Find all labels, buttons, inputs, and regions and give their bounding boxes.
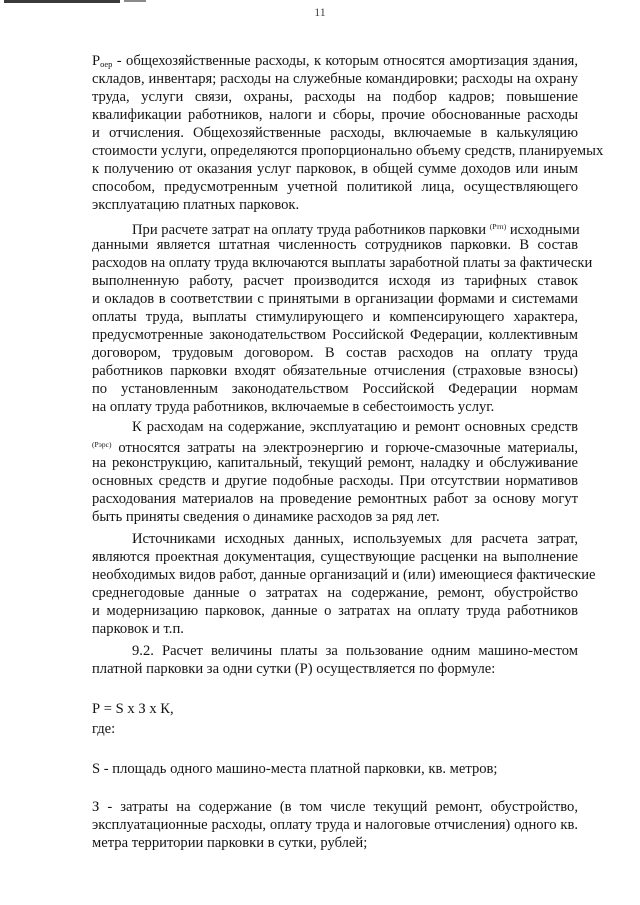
paragraph-line: оплаты труда, выплаты стимулирующего и компенсирующего характера,	[92, 309, 578, 325]
paragraph-line: складов, инвентаря; расходы на служебные командировки; расходы на охрану	[92, 71, 578, 87]
paragraph-line: парковок и т.п.	[92, 621, 184, 637]
paragraph-line: и окладов в соответствии с принятыми в организации формами и системами	[92, 291, 578, 307]
scan-artifact	[124, 0, 146, 2]
paragraph-line: работников парковки входят обязательные отчисления (страховые взносы)	[92, 363, 578, 379]
definition-z-line: З - затраты на содержание (в том числе текущий ремонт, обустройство,	[92, 799, 578, 815]
paragraph-line: на реконструкцию, капитальный, текущий ремонт, наладку и обслуживание	[92, 455, 578, 471]
where-label: где:	[92, 721, 116, 737]
paragraph-line: выполненную работу, расчет производится исходя из тарифных ставок	[92, 273, 578, 289]
paragraph-line: платной парковки за одни сутки (Р) осуществляется по формуле:	[92, 661, 496, 677]
paragraph-line: квалификации работников, налоги и сборы, прочие обоснованные расходы	[92, 107, 578, 123]
paragraph-line: 9.2. Расчет величины платы за пользование одним машино-местом	[132, 643, 578, 659]
paragraph-line: среднегодовые данные о затратах на содержание, ремонт, обустройство	[92, 585, 578, 601]
paragraph-line: $^{(Pэрс)}$ относятся затраты на электроэнергию и горюче-смазочные материалы,	[92, 440, 578, 456]
paragraph-line: по установленным законодательством Российской Федерации нормам	[92, 381, 578, 397]
definition-z-line: эксплуатационные расходы, оплату труда и налоговые отчисления) одного кв.	[92, 817, 578, 833]
paragraph-line: $P_{oep}$ - общехозяйственные расходы, к которым относятся амортизация здания,	[92, 53, 578, 69]
page-number: 11	[314, 5, 326, 19]
paragraph-line: эксплуатацию платных парковок.	[92, 197, 300, 213]
paragraph-line: договором, трудовым договором. В состав расходов на оплату труда	[92, 345, 578, 361]
paragraph-line: основных средств и другие подобные расходы. При отсутствии нормативов	[92, 473, 578, 489]
paragraph-line: труда, услуги связи, охраны, расходы на подбор кадров; повышение	[92, 89, 578, 105]
scan-artifact	[4, 0, 120, 3]
paragraph-line: являются проектная документация, существующие расценки на выполнение	[92, 549, 578, 565]
paragraph-line: стоимости услуги, определяются пропорционально объему средств, планируемых	[92, 143, 604, 159]
symbol-p-ers: (Pэрс)	[92, 440, 112, 449]
paragraph-line: При расчете затрат на оплату труда работников парковки $^{(Pтп)}$ исходными	[132, 222, 580, 238]
paragraph-line: необходимых видов работ, данные организаций и (или) имеющиеся фактические	[92, 567, 596, 583]
symbol-p-tp: (Pтп)	[489, 222, 507, 231]
symbol-p-oep: $P_{oep}$	[92, 53, 113, 69]
paragraph-line: расходования материалов на проведение ремонтных работ за основу могут	[92, 491, 578, 507]
paragraph-line: предусмотренные законодательством Российской Федерации, коллективным	[92, 327, 578, 343]
paragraph-line: К расходам на содержание, эксплуатацию и ремонт основных средств	[132, 419, 578, 435]
definition-z-line: метра территории парковки в сутки, рублей;	[92, 835, 368, 851]
definition-s: S - площадь одного машино-места платной парковки, кв. метров;	[92, 761, 498, 777]
paragraph-line: к получению от оказания услуг парковок, в общей сумме доходов или иным	[92, 161, 578, 177]
paragraph-line: и модернизацию парковок, данные о затратах на оплату труда работников	[92, 603, 578, 619]
paragraph-line: данными является штатная численность сотрудников парковки. В состав	[92, 237, 578, 253]
paragraph-line: Источниками исходных данных, используемых для расчета затрат,	[132, 531, 578, 547]
paragraph-line: и отчисления. Общехозяйственные расходы, включаемые в калькуляцию	[92, 125, 578, 141]
paragraph-line: быть приняты сведения о динамике расходов за ряд лет.	[92, 509, 440, 525]
paragraph-line: расходов на оплату труда включаются выплаты заработной платы за фактически	[92, 255, 593, 271]
paragraph-line: на оплату труда работников, включаемые в себестоимость услуг.	[92, 399, 495, 415]
paragraph-line: способом, предусмотренным учетной политикой лица, осуществляющего	[92, 179, 578, 195]
formula: Р = S х З х К,	[92, 701, 174, 717]
